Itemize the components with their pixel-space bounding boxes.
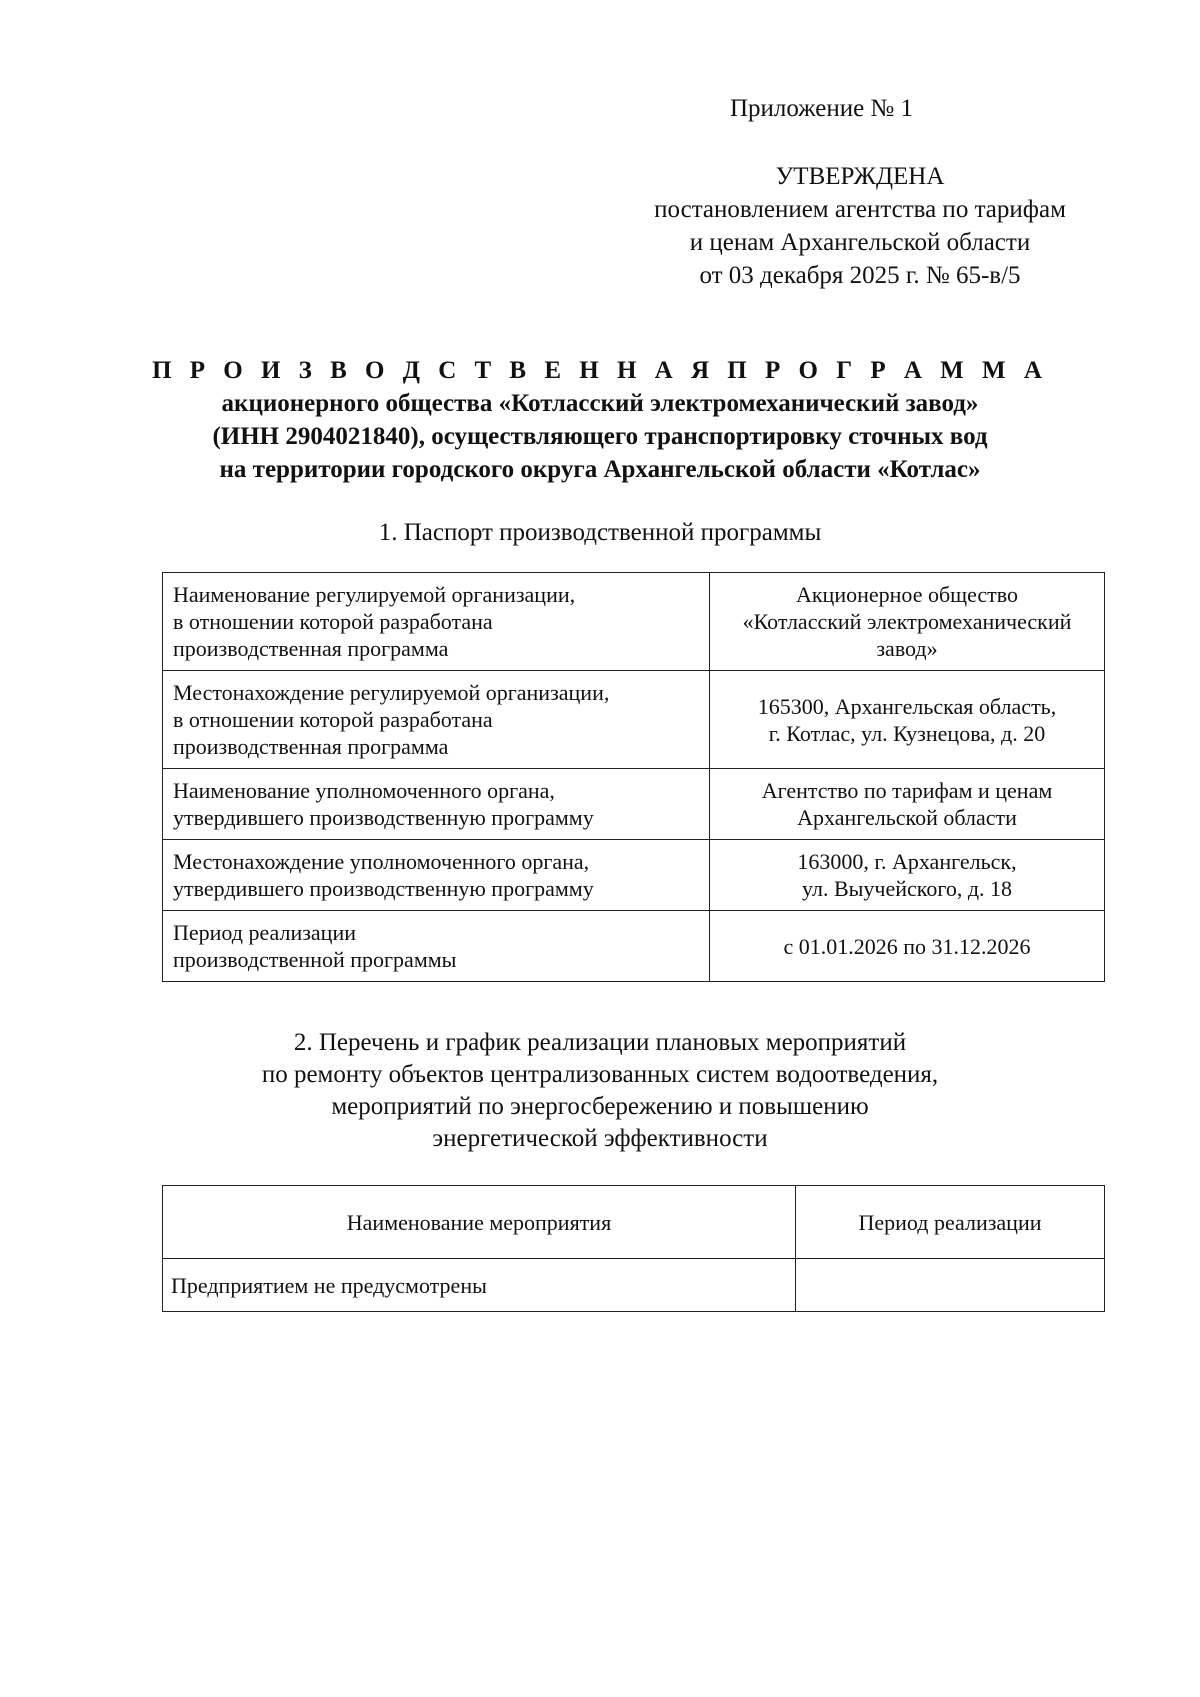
value-line: 163000, г. Архангельск, <box>797 849 1017 874</box>
section1-heading: 1. Паспорт производственной программы <box>378 519 822 546</box>
value-line: Акционерное общество <box>795 582 1019 607</box>
column-header: Период реализации <box>796 1186 1105 1259</box>
table-row <box>163 769 1105 840</box>
value-line: завод» <box>876 636 938 661</box>
passport-table <box>162 572 1105 982</box>
section2-heading <box>150 1027 1050 1155</box>
approval-line: и ценам Архангельской области <box>689 229 1031 256</box>
table-row <box>163 573 1105 671</box>
approval-line: от 03 декабря 2025 г. № 65-в/5 <box>699 262 1021 289</box>
table-row <box>163 840 1105 911</box>
heading-line: 2. Перечень и график реализации плановых мероприятий <box>293 1029 907 1056</box>
label-line: в отношении которой разработана <box>173 707 493 732</box>
passport-value <box>710 769 1105 840</box>
passport-label <box>163 769 710 840</box>
document-title <box>150 354 1050 486</box>
label-line: Период реализации <box>173 920 357 945</box>
label-line: Наименование регулируемой организации, <box>173 582 576 607</box>
value-line: Агентство по тарифам и ценам <box>761 778 1053 803</box>
approval-line: постановлением агентства по тарифам <box>654 196 1066 223</box>
label-line: утвердившего производственную программу <box>173 876 594 901</box>
passport-value <box>710 573 1105 671</box>
passport-label <box>163 911 710 982</box>
value-line: «Котласский электромеханический <box>742 609 1072 634</box>
heading-line: энергетической эффективности <box>432 1125 768 1152</box>
passport-value <box>710 911 1105 982</box>
value-line: с 01.01.2026 по 31.12.2026 <box>783 933 1031 959</box>
table-row <box>163 1259 1105 1312</box>
label-line: Местонахождение уполномоченного органа, <box>173 849 590 874</box>
title-line: акционерного общества «Котласский электромеханический завод» <box>221 390 979 417</box>
table-header-row <box>163 1186 1105 1259</box>
table-cell: Предприятием не предусмотрены <box>163 1259 796 1312</box>
label-line: производственная программа <box>173 636 449 661</box>
value-line: Архангельской области <box>797 805 1017 830</box>
title-line: (ИНН 2904021840), осуществляющего транспортировку сточных вод <box>212 423 988 450</box>
value-line: г. Котлас, ул. Кузнецова, д. 20 <box>768 720 1046 746</box>
value-line: 165300, Архангельская область, <box>757 693 1057 719</box>
title-main: П Р О И З В О Д С Т В Е Н Н А Я П Р О Г Р А М М А <box>152 357 1048 384</box>
label-line: Наименование уполномоченного органа, <box>173 778 555 803</box>
heading-line: мероприятий по энергосбережению и повышению <box>331 1093 869 1120</box>
passport-label <box>163 573 710 671</box>
column-header: Наименование мероприятия <box>163 1186 796 1259</box>
approval-stamp <box>600 160 1120 292</box>
passport-value <box>710 840 1105 911</box>
passport-label <box>163 671 710 769</box>
passport-label <box>163 840 710 911</box>
events-table <box>162 1185 1105 1312</box>
label-line: утвердившего производственную программу <box>173 805 594 830</box>
table-cell <box>796 1259 1105 1312</box>
label-line: в отношении которой разработана <box>173 609 493 634</box>
table-row <box>163 671 1105 769</box>
label-line: производственная программа <box>173 734 449 759</box>
approval-line: УТВЕРЖДЕНА <box>775 163 945 190</box>
table-row <box>163 911 1105 982</box>
appendix-label: Приложение № 1 <box>730 95 914 122</box>
title-line: на территории городского округа Архангельской области «Котлас» <box>219 456 981 483</box>
value-line: ул. Выучейского, д. 18 <box>801 876 1013 901</box>
label-line: производственной программы <box>173 947 457 972</box>
label-line: Местонахождение регулируемой организации, <box>173 680 610 705</box>
heading-line: по ремонту объектов централизованных систем водоотведения, <box>261 1061 939 1088</box>
passport-value <box>710 671 1105 769</box>
